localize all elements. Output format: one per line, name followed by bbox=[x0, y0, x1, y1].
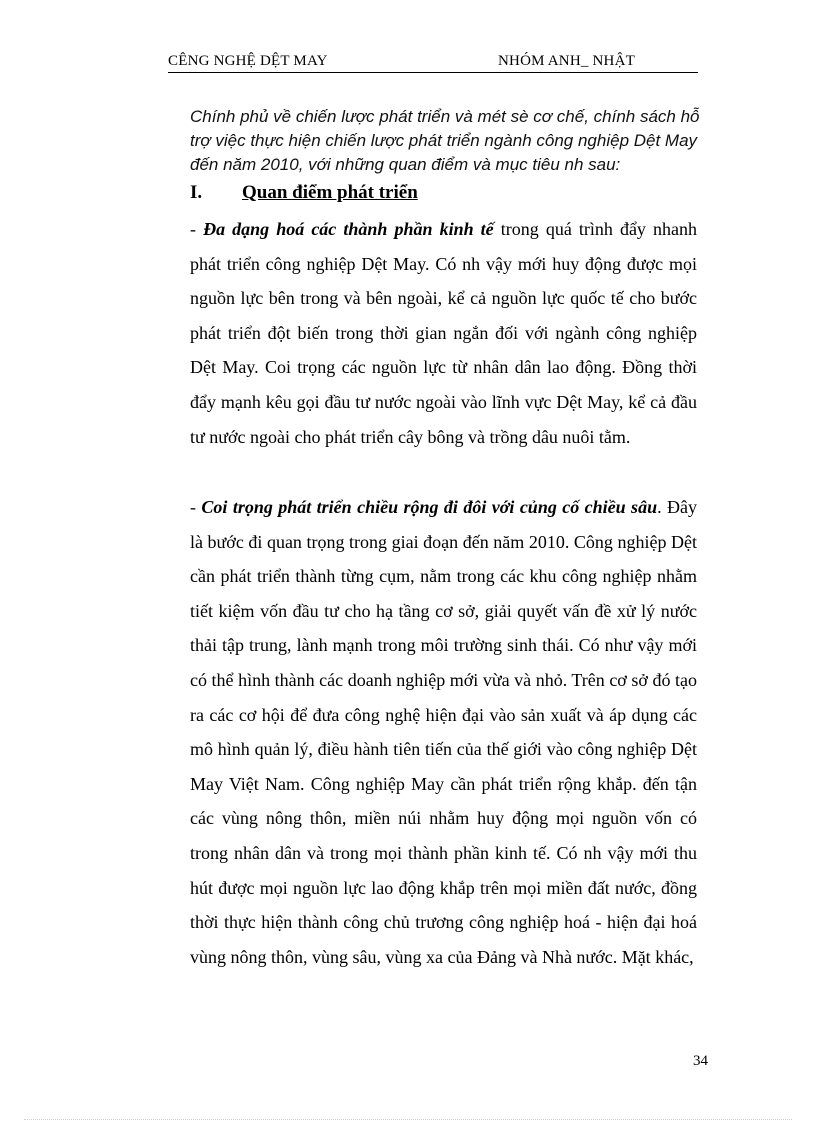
section-number: I. bbox=[190, 182, 203, 203]
paragraph-bullet: - bbox=[190, 219, 204, 239]
paragraph-lead: Coi trọng phát triển chiều rộng đi đôi với củng cố chiều sâu bbox=[201, 497, 658, 517]
page-header bbox=[168, 52, 698, 73]
page-bottom-divider bbox=[24, 1119, 792, 1120]
paragraph-lead: Đa dạng hoá các thành phần kinh tế bbox=[203, 219, 494, 239]
paragraph-diversify bbox=[190, 212, 697, 454]
paragraph-breadth-depth bbox=[190, 490, 697, 974]
header-left-text: CÊNG NGHỆ DỆT MAY bbox=[168, 53, 328, 69]
intro-paragraph: Chính phủ về chiến lược phát triển và mét sè cơ chế, chính sách hỗ trợ việc thực hiện chiến lược phát triển ngành công nghiệp Dệt May đến năm 2010, với những quan điểm và mục tiêu nh sau: bbox=[190, 107, 700, 174]
header-right-text: NHÓM ANH_ NHẬT bbox=[498, 53, 635, 69]
section-title: Quan điểm phát triển bbox=[242, 182, 418, 203]
page-number: 34 bbox=[693, 1053, 708, 1069]
paragraph-bullet: - bbox=[190, 497, 202, 517]
paragraph-body: . Đây là bước đi quan trọng trong giai đoạn đến năm 2010. Công nghiệp Dệt cần phát triển thành từng cụm, nằm trong các khu công nghiệp nhằm tiết kiệm vốn đầu tư cho hạ tầng cơ sở, giải quyết vấn đề xử lý nước thải tập trung, lành mạnh trong môi trường sinh thái. Có như vậy mới có thể hình thành các doanh nghiệp mới vừa và nhỏ. Trên cơ sở đó tạo ra các cơ hội để đưa công nghệ hiện đại vào sản xuất và áp dụng các mô hình quản lý, điều hành tiên tiến của thế giới vào công nghiệp Dệt May Việt Nam. Công nghiệp May cần phát triển rộng khắp. đến tận các vùng nông thôn, miền núi nhằm huy động mọi nguồn vốn có trong nhân dân và trong mọi thành phần kinh tế. Có nh vậy mới thu hút được mọi nguồn lực lao động khắp trên mọi miền đất nước, đồng thời thực hiện thành công chủ trương công nghiệp hoá - hiện đại hoá vùng nông thôn, vùng sâu, vùng xa của Đảng và Nhà nước. Mặt khác, bbox=[190, 497, 697, 967]
paragraph-body: trong quá trình đẩy nhanh phát triển công nghiệp Dệt May. Có nh vậy mới huy động được mọi nguồn lực bên trong và bên ngoài, kể cả nguồn lực quốc tế cho bước phát triển đột biến trong thời gian ngắn đối với ngành công nghiệp Dệt May. Coi trọng các nguồn lực từ nhân dân lao động. Đồng thời đẩy mạnh kêu gọi đầu tư nước ngoài vào lĩnh vực Dệt May, kể cả đầu tư nước ngoài cho phát triển cây bông và trồng dâu nuôi tằm. bbox=[190, 219, 697, 447]
